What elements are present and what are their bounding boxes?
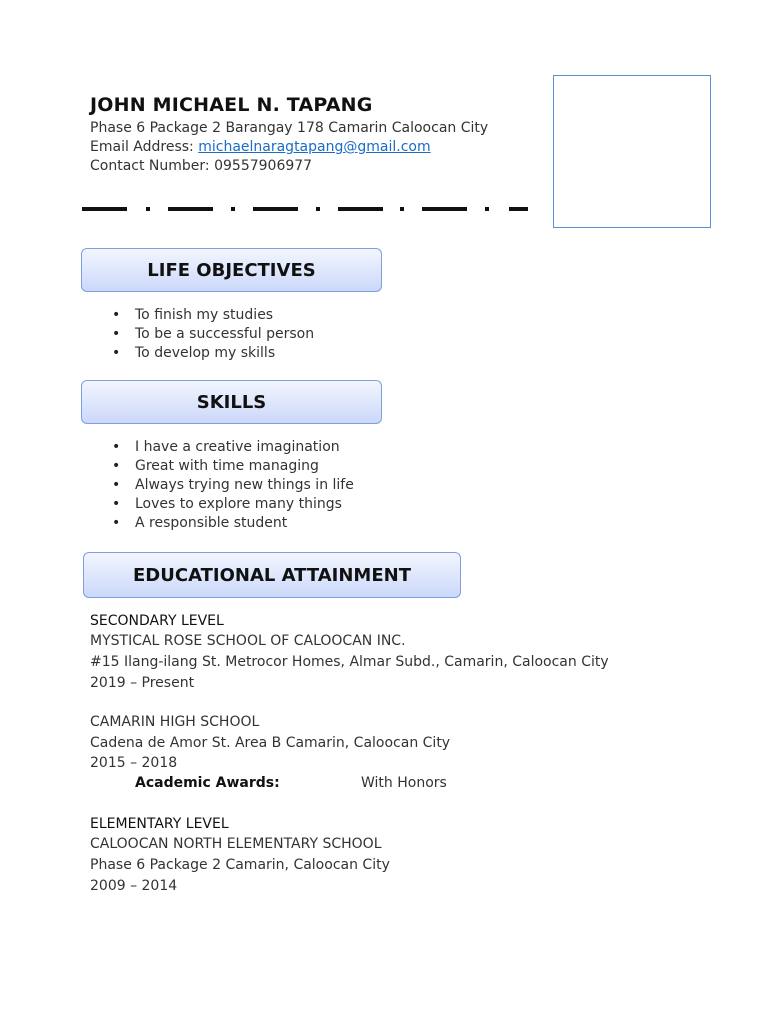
life-objectives-list <box>112 306 314 363</box>
school-years: 2019 – Present <box>90 675 195 691</box>
dash-dot-divider <box>82 204 530 214</box>
school-name: CALOOCAN NORTH ELEMENTARY SCHOOL <box>90 836 382 852</box>
school-years: 2015 – 2018 <box>90 755 178 771</box>
school-name: CAMARIN HIGH SCHOOL <box>90 714 260 730</box>
list-item: • To be a successful person <box>112 325 314 344</box>
address-line: Phase 6 Package 2 Barangay 178 Camarin Caloocan City <box>90 120 489 136</box>
list-item: • Always trying new things in life <box>112 476 354 495</box>
school-name: MYSTICAL ROSE SCHOOL OF CALOOCAN INC. <box>90 633 406 649</box>
email-label: Email Address: <box>90 139 199 155</box>
school-address: Phase 6 Package 2 Camarin, Caloocan City <box>90 857 390 873</box>
resume-name: JOHN MICHAEL N. TAPANG <box>90 94 373 116</box>
section-header-education: EDUCATIONAL ATTAINMENT <box>83 552 461 598</box>
secondary-level-heading: SECONDARY LEVEL <box>90 613 224 629</box>
school-address: #15 Ilang-ilang St. Metrocor Homes, Almar Subd., Camarin, Caloocan City <box>90 654 609 670</box>
contact-label: Contact Number: <box>90 158 215 174</box>
contact-number: 09557906977 <box>214 158 313 174</box>
list-item: • To develop my skills <box>112 344 314 363</box>
email-link[interactable]: michaelnaragtapang@gmail.com <box>198 139 431 155</box>
email-line <box>90 138 431 156</box>
skills-list <box>112 438 354 533</box>
school-address: Cadena de Amor St. Area B Camarin, Caloocan City <box>90 735 451 751</box>
elementary-level-heading: ELEMENTARY LEVEL <box>90 816 229 832</box>
list-item: • A responsible student <box>112 514 354 533</box>
academic-awards-value: With Honors <box>361 775 447 791</box>
school-years: 2009 – 2014 <box>90 878 178 894</box>
academic-awards-label: Academic Awards: <box>135 775 280 791</box>
photo-placeholder <box>553 75 711 228</box>
list-item: • Great with time managing <box>112 457 354 476</box>
contact-number-line <box>90 157 312 175</box>
list-item: • I have a creative imagination <box>112 438 354 457</box>
section-header-skills: SKILLS <box>81 380 382 424</box>
list-item: • Loves to explore many things <box>112 495 354 514</box>
section-header-life-objectives: LIFE OBJECTIVES <box>81 248 382 292</box>
list-item: • To finish my studies <box>112 306 314 325</box>
